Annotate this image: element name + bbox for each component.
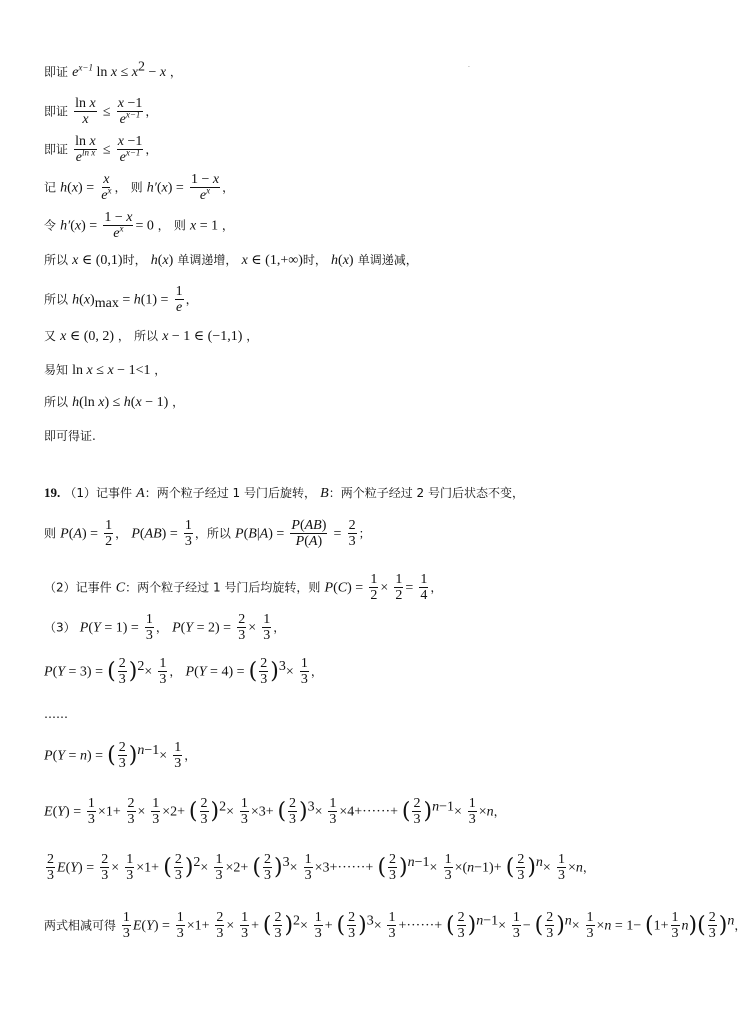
q19-part1: 19. （1）记事件 A：两个粒子经过 1 号门后旋转， B：两个粒子经过 2 号门后状态不变， — [44, 485, 524, 501]
proof-line-1: 即证 $e^{x-1}$ $\ln x \le x^2 - x$ ， — [44, 59, 182, 80]
q19-part3-line2: P(Y = 3) = ( $\frac{2}{3}$ )$^2$× $\frac{1}{3}$ ， P(Y = 4) = ( $\frac{2}{3}$ )$^3$× $\frac{1}{3}$ ， — [44, 656, 323, 688]
proof-line-10: 所以 h(ln x) ≤ h(x − 1) ， — [44, 395, 185, 410]
q19-expectation: E(Y) = $\frac{1}{3}$ ×1+ $\frac{2}{3}$ × $\frac{1}{3}$ ×2+ ( $\frac{2}{3}$ )$^2$× $\frac{1}{3}$ ×3+ ( $\frac{2}{3}$ )$^3$× $\frac{1}{3}$ ×4+······+ ( $\frac{2}{3}$ )$^{n-1}$× $\frac{1}{3}$ ×n， — [44, 796, 506, 828]
proof-line-5: 令 h′(x) = $\frac{1 - x}{e^x}$ = 0 ， 则 x = 1 ， — [44, 210, 234, 242]
q19-expectation-scaled: $\frac{2}{3}$ E(Y) = $\frac{2}{3}$ × $\frac{1}{3}$ ×1+ ( $\frac{2}{3}$ )$^2$× $\frac{1}{3}$ ×2+ ( $\frac{2}{3}$ )$^3$× $\frac{1}{3}$ ×3+······+ ( $\frac{2}{3}$ )$^{n-1}$× $\frac{1}{3}$ ×(n−1)+ ( $\frac{2}{3}$ )$^n$× $\frac{1}{3}$ ×n， — [47, 852, 595, 884]
proof-conclusion: 即可得证. — [44, 429, 96, 443]
q19-part3-line1: （3） P(Y = 1) = $\frac{1}{3}$ ， P(Y = 2) = $\frac{2}{3}$ × $\frac{1}{3}$ ， — [44, 612, 286, 644]
q19-pyn: P(Y = n) = ( $\frac{2}{3}$ )$^{n-1}$× $\frac{1}{3}$ ， — [44, 740, 197, 772]
q19-part2: （2）记事件 C：两个粒子经过 1 号门后均旋转，则 P(C) = $\frac{1}{2}$ × $\frac{1}{2}$ = $\frac{1}{4}$ ， — [44, 572, 443, 604]
ellipsis-line: …… — [44, 707, 68, 721]
q19-part1-answer: 则 P(A) = $\frac{1}{2}$ ， P(AB) = $\frac{1}{3}$ ，所以 P(B|A) = $\frac{P(AB)}{P(A)}$ = $\frac{2}{3}$ ； — [44, 518, 371, 550]
proof-line-4: 记 h(x) = $\frac{x}{e^x}$ ， 则 h′(x) = $\frac{1 - x}{e^x}$ ， — [44, 172, 235, 204]
proof-line-9: 易知 ln x ≤ x − 1<1 ， — [44, 363, 167, 378]
q19-subtraction: 两式相减可得 $\frac{1}{3}$ E(Y) = $\frac{1}{3}$ ×1+ $\frac{2}{3}$ × $\frac{1}{3}$ + ( $\frac{2}{3}$ )$^2$× $\frac{1}{3}$ + ( $\frac{2}{3}$ )$^3$× $\frac{1}{3}$ +······+ ( $\frac{2}{3}$ )$^{n-1}$× $\frac{1}{3}$ − ( $\frac{2}{3}$ )$^n$× $\frac{1}{3}$ ×n = 1− (1+ $\frac{1}{3}$ n)( $\frac{2}{3}$ )$^n$， — [44, 910, 746, 942]
proof-line-7: 所以 $h(x)_{max} = h(1)$ = $\frac{1}{e}$ ， — [44, 284, 198, 316]
document-page: . 即证 $e^{x-1}$ $\ln x \le x^2 - x$ ， 即证 $\frac{\text{ln x}}{x}$ ≤ $\frac{x -1}{e^{x-1}}$ ， 即证 $\frac{\text{ln x}}{e^{ln x}}$ ≤ $\frac{x -1}{e^{x-1}}$ ， 记 h(x) = $\frac{x}{e^x}$ ， 则 h′(x) = $\frac{1 - x}{e^x}$ ， 令 h′(x) = $\frac{1 - x}{e^x}$ = 0 ， 则 x = 1 ， 所以 x ∈ (0,1)时， h(x) 单调递增， x ∈ (1,+∞)时， h(x) 单调递减， 所以 $h(x)_{max} = h(1)$ = $\frac{1}{e}$ ， 又 x ∈ (0, 2) ， 所以 x − 1 ∈ (−1,1) ， 易知 ln x ≤ x − 1<1 ， 所以 h(ln x) ≤ h(x − 1) ， 即可得证. 19. （1）记事件 A：两个粒子经过 1 号门后旋转， B：两个粒子经过 2 号门后状态不变， 则 P(A) = $\frac{1}{2}$ ， P(AB) = $\frac{1}{3}$ ，所以 P(B|A) = $\frac{P(AB)}{P(A)}$ = $\frac{2}{3}$ ； （2）记事件 C：两个粒子经过 1 号门后均旋转，则 P(C) = $\frac{1}{2}$ × $\frac{1}{2}$ = $\frac{1}{4}$ ， （3） P(Y = 1) = $\frac{1}{3}$ ， P(Y = 2) = $\frac{2}{3}$ × $\frac{1}{3}$ ， P(Y = 3) = ( $\frac{2}{3}$ )$^2$× $\frac{1}{3}$ ， P(Y = 4) = ( $\frac{2}{3}$ )$^3$× $\frac{1}{3}$ ， …… P(Y = n) = ( $\frac{2}{3}$ )$^{n-1}$× $\frac{1}{3}$ ， E(Y) = $\frac{1}{3}$ ×1+ $\frac{2}{3}$ × $\frac{1}{3}$ ×2+ ( $\frac{2}{3}$ )$^2$× $\frac{1}{3}$ ×3+ ( $\frac{2}{3}$ )$^3$× $\frac{1}{3}$ ×4+······+ ( $\frac{2}{3}$ )$^{n-1}$× $\frac{1}{3}$ ×n， $\frac{2}{3}$ E(Y) = $\frac{2}{3}$ × $\frac{1}{3}$ ×1+ ( $\frac{2}{3}$ )$^2$× $\frac{1}{3}$ ×2+ ( $\frac{2}{3}$ )$^3$× $\frac{1}{3}$ ×3+······+ ( $\frac{2}{3}$ )$^{n-1}$× $\frac{1}{3}$ ×(n−1)+ ( $\frac{2}{3}$ )$^n$× $\frac{1}{3}$ ×n， 两式相减可得 $\frac{1}{3}$ E(Y) = $\frac{1}{3}$ ×1+ $\frac{2}{3}$ × $\frac{1}{3}$ + ( $\frac{2}{3}$ )$^2$× $\frac{1}{3}$ + ( $\frac{2}{3}$ )$^3$× $\frac{1}{3}$ +······+ ( $\frac{2}{3}$ )$^{n-1}$× $\frac{1}{3}$ − ( $\frac{2}{3}$ )$^n$× $\frac{1}{3}$ ×n = 1− (1+ $\frac{1}{3}$ n)( $\frac{2}{3}$ )$^n$， — [44, 59, 746, 942]
proof-line-6: 所以 x ∈ (0,1)时， h(x) 单调递增， x ∈ (1,+∞)时， h(x) 单调递减， — [44, 253, 418, 268]
proof-line-8: 又 x ∈ (0, 2) ， 所以 x − 1 ∈ (−1,1) ， — [44, 329, 259, 344]
proof-line-3: 即证 $\frac{\text{ln x}}{e^{ln x}}$ ≤ $\frac{x -1}{e^{x-1}}$ ， — [44, 134, 158, 166]
proof-line-2: 即证 $\frac{\text{ln x}}{x}$ ≤ $\frac{x -1}{e^{x-1}}$ ， — [44, 96, 158, 128]
